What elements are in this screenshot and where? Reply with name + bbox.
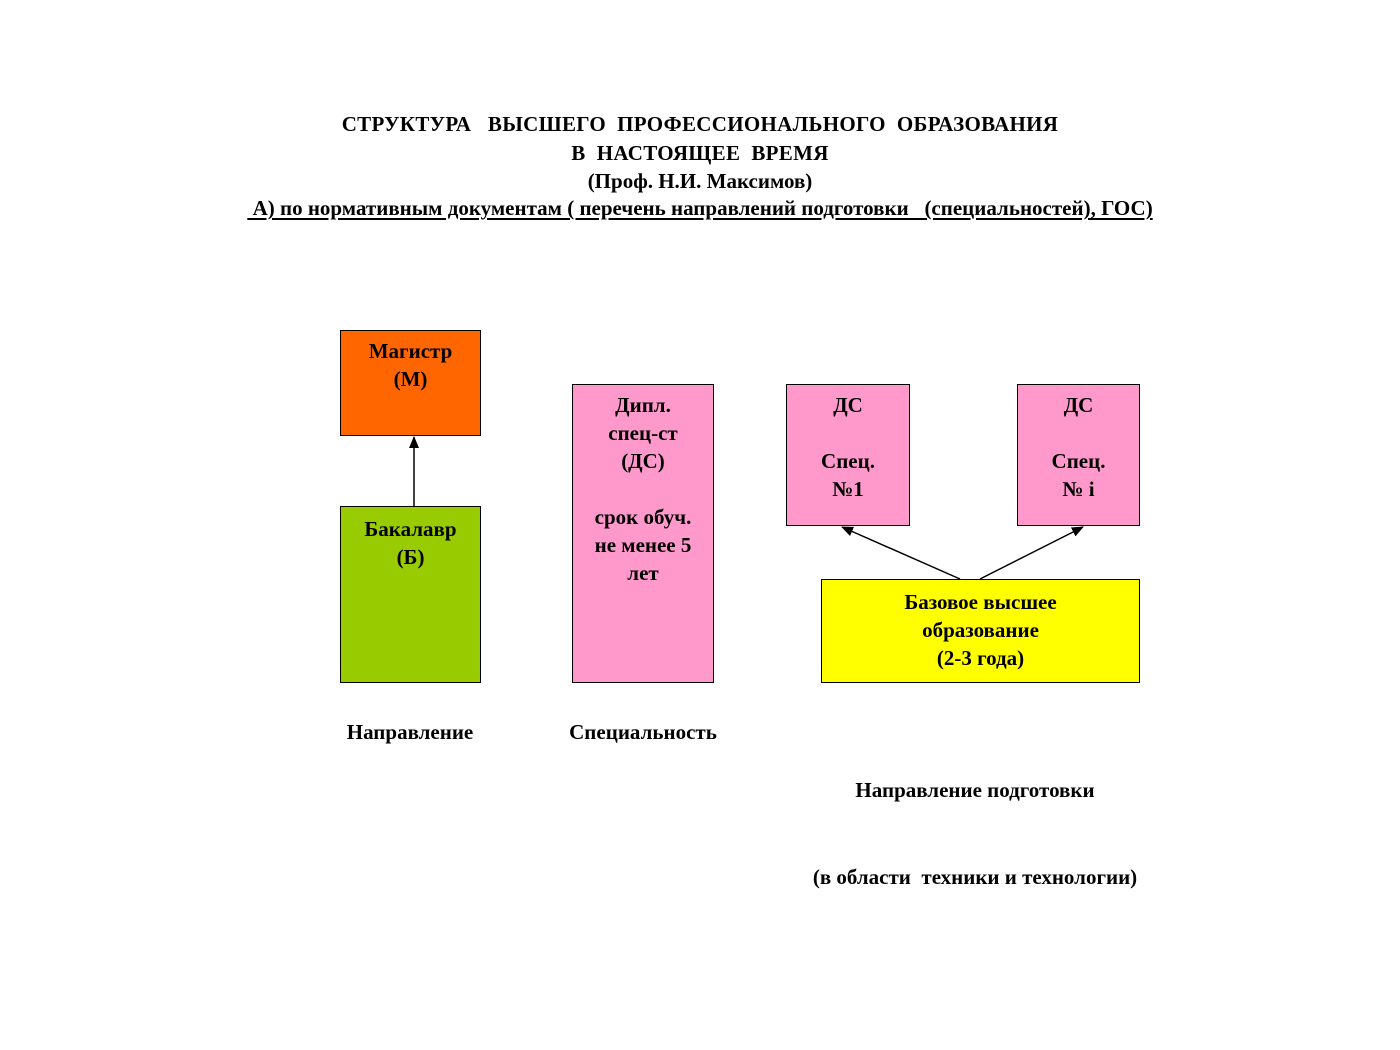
- specialist-line: Дипл.: [615, 393, 671, 417]
- caption-training-line1: Направление подготовки: [855, 778, 1095, 802]
- dsi-abbr: ДС: [1063, 393, 1094, 417]
- bachelor-label: Бакалавр: [364, 517, 457, 541]
- ds1-spec-label: Спец.: [821, 449, 875, 473]
- caption-direction: Направление: [346, 720, 474, 744]
- master-abbr: (М): [393, 367, 428, 391]
- page-subtitle: [0, 194, 1400, 222]
- base-education-duration: (2-3 года): [936, 646, 1025, 670]
- page-author: (Проф. Н.И. Максимов): [587, 169, 813, 193]
- arrow-base-to-dsi: [980, 527, 1083, 579]
- specialist-line: (ДС): [621, 449, 665, 473]
- master-box: [340, 330, 481, 436]
- specialist-spacer: [573, 475, 713, 503]
- specialist-box: [572, 384, 714, 683]
- specialist-duration-line: лет: [627, 561, 659, 585]
- bachelor-abbr: (Б): [396, 545, 425, 569]
- arrow-base-to-ds1: [842, 527, 960, 579]
- specialist-duration-line: не менее 5: [594, 533, 692, 557]
- base-education-line: образование: [922, 618, 1039, 642]
- base-education-line: Базовое высшее: [904, 590, 1057, 614]
- dsi-spec-number: № i: [1062, 477, 1095, 501]
- specialist-line: спец-ст: [608, 421, 678, 445]
- dsi-spec-label: Спец.: [1051, 449, 1106, 473]
- base-education-box: [821, 579, 1140, 683]
- caption-training-direction: [770, 718, 1180, 921]
- master-label: Магистр: [368, 339, 453, 363]
- ds1-spec-number: №1: [832, 477, 864, 501]
- ds1-abbr: ДС: [833, 393, 863, 417]
- caption-training-line2: (в области техники и технологии): [812, 865, 1138, 889]
- specialist-duration-line: срок обуч.: [594, 505, 692, 529]
- bachelor-box: [340, 506, 481, 683]
- dsi-box: [1017, 384, 1140, 526]
- dsi-spacer: [1018, 419, 1139, 447]
- ds1-spacer: [787, 419, 909, 447]
- page-title: СТРУКТУРА ВЫСШЕГО ПРОФЕССИОНАЛЬНОГО ОБРАЗОВАНИЯ: [341, 112, 1059, 136]
- caption-specialty: Специальность: [569, 720, 717, 744]
- page-title-line2: В НАСТОЯЩЕЕ ВРЕМЯ: [571, 141, 829, 165]
- page-subtitle-text: А) по нормативным документам ( перечень направлений подготовки (специальностей), ГОС): [247, 196, 1153, 220]
- ds1-box: [786, 384, 910, 526]
